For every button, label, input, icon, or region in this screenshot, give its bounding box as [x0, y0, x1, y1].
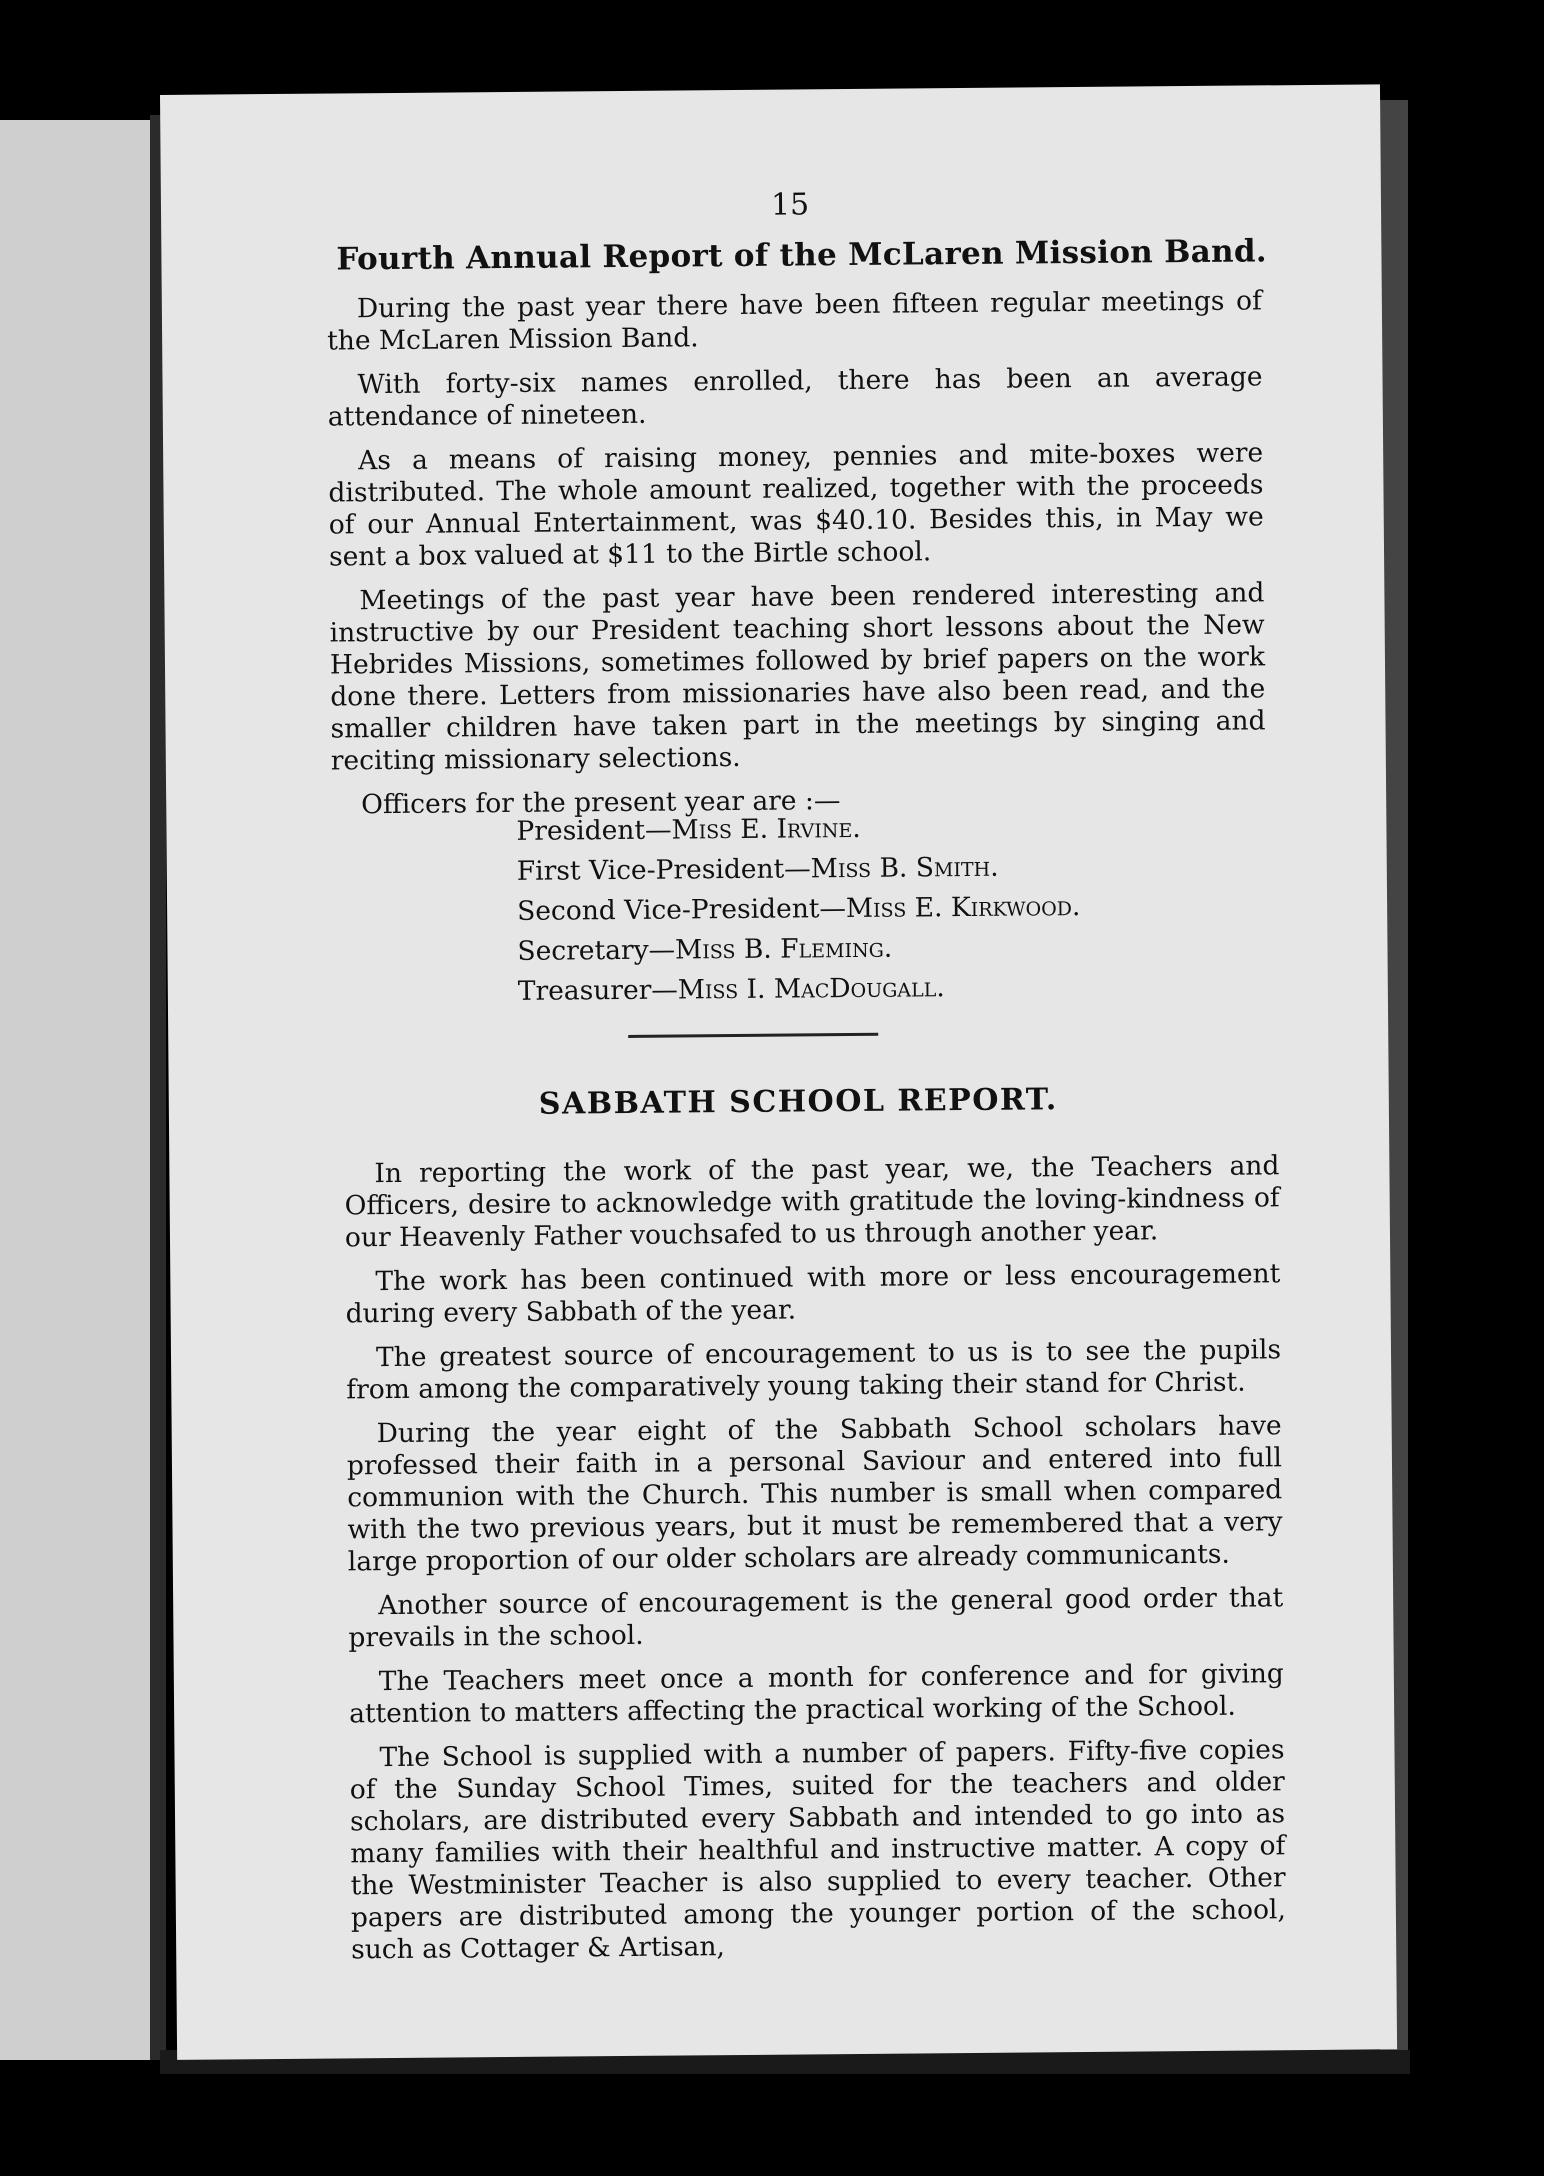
school-report-body: [344, 1150, 1286, 1978]
officer-role: Secretary—: [517, 934, 676, 967]
paragraph: Meetings of the past year have been rendered interesting and instructive by our President teaching short lessons about the New Hebrides Missions, sometimes followed by brief papers on the work done there. Letters from missionaries have also been read, and the smaller children have taken part in the meetings by singing and reciting missionary selections.: [329, 577, 1266, 777]
officers-list: [516, 807, 1081, 1012]
officer-role: Treasurer—: [517, 974, 678, 1007]
document-page: [160, 84, 1397, 2060]
officer-role: President—: [516, 814, 672, 847]
paragraph: As a means of raising money, pennies and mite-boxes were distributed. The whole amount realized, together with the proceeds of our Annual Entertainment, was $40.10. Besides this, in May we sent a box valued at $11 to the Birtle school.: [328, 437, 1264, 573]
officer-role: First Vice-President—: [516, 853, 811, 887]
adjacent-page: [0, 120, 160, 2060]
paragraph: Another source of encouragement is the general good order that prevails in the school.: [348, 1582, 1284, 1654]
officer-name: Miss E. Irvine.: [671, 812, 861, 846]
paragraph: During the past year there have been fifteen regular meetings of the McLaren Mission Band.: [327, 285, 1262, 357]
band-report-body: [327, 285, 1267, 833]
officer-name: Miss B. Fleming.: [674, 932, 893, 966]
section-divider: [628, 1033, 878, 1038]
officer-row: [517, 927, 1081, 972]
paragraph: The Teachers meet once a month for conference and for giving attention to matters affecting the practical working of the School.: [348, 1658, 1284, 1730]
officer-row: [516, 807, 1080, 852]
paragraph: Officers for the present year are :—: [361, 785, 841, 821]
officer-row: [517, 887, 1081, 932]
paragraph: In reporting the work of the past year, we, the Teachers and Officers, desire to acknowledge with gratitude the loving-kindness of our Heavenly Father vouchsafed to us through another year.: [344, 1150, 1280, 1254]
paragraph: The work has been continued with more or less encouragement during every Sabbath of the year.: [345, 1258, 1281, 1330]
officer-role: Second Vice-President—: [517, 893, 847, 927]
officer-row: [517, 847, 1081, 892]
paragraph: The greatest source of encouragement to us is to see the pupils from among the comparatively young taking their stand for Christ.: [346, 1334, 1282, 1406]
officer-name: Miss B. Smith.: [810, 851, 999, 885]
school-report-title: SABBATH SCHOOL REPORT.: [538, 1082, 1058, 1122]
officer-name: Miss E. Kirkwood.: [845, 890, 1081, 925]
officer-name: Miss I. MacDougall.: [677, 972, 945, 1006]
paragraph: During the year eight of the Sabbath School scholars have professed their faith in a personal Saviour and entered into full communion with the Church. This number is small when compared with the two previous years, but it must be remembered that a very large proportion of our older scholars are already communicants.: [346, 1410, 1283, 1578]
officer-row: [518, 967, 1082, 1012]
page-number: 15: [770, 187, 810, 223]
paragraph: With forty-six names enrolled, there has been an average attendance of nineteen.: [327, 361, 1263, 433]
paragraph: The School is supplied with a number of papers. Fifty-five copies of the Sunday School Times, suited for the teachers and older scholars, are distributed every Sabbath and intended to go into as many families with their healthful and instructive matter. A copy of the Westminister Teacher is also supplied to every teacher. Other papers are distributed among the younger portion of the school, such as Cottager & Artisan,: [349, 1734, 1287, 1966]
band-report-title: Fourth Annual Report of the McLaren Mission Band.: [336, 233, 1268, 278]
